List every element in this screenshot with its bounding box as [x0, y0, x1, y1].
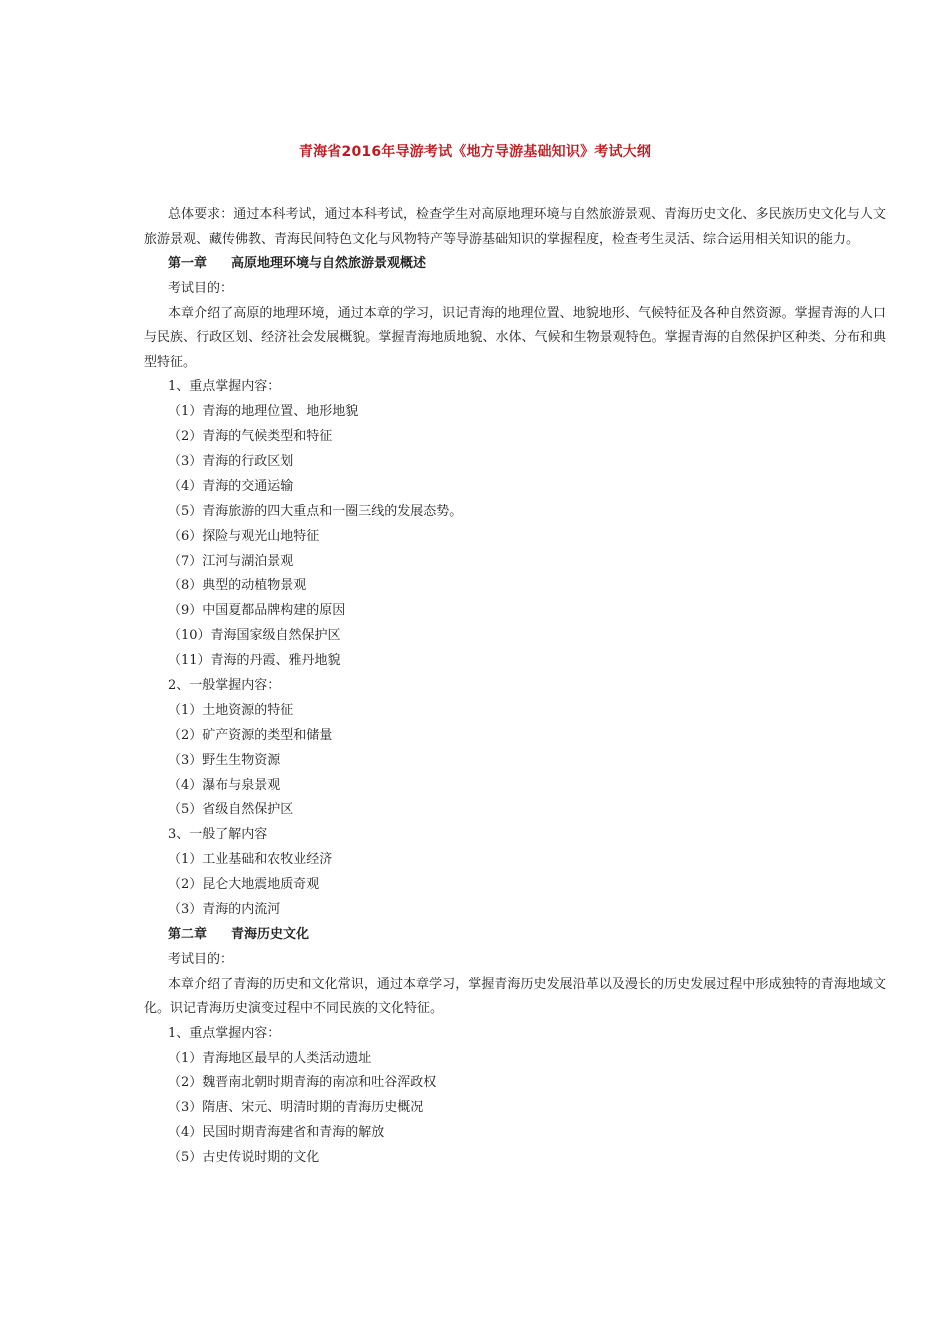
- chapter-1-name: 高原地理环境与自然旅游景观概述: [231, 256, 427, 271]
- chapter-1-goal-label: 考试目的：: [168, 280, 234, 296]
- chapter-1-general-label: 2、一般掌握内容：: [168, 677, 281, 693]
- list-item: （1）青海的地理位置、地形地貌: [168, 404, 359, 420]
- list-item: （3）隋唐、宋元、明清时期的青海历史概况: [168, 1100, 424, 1116]
- chapter-2-number: 第二章: [168, 926, 208, 942]
- chapter-1-goal: 本章介绍了高原的地理环境，通过本章的学习，识记青海的地理位置、地貌地形、气候特征及各种自然资源。掌握青海的人口与民族、行政区划、经济社会发展概貌。掌握青海地质地貌、水体、气候和生物景观特色。掌握青海的自然保护区种类、分布和典型特征。: [144, 305, 886, 370]
- list-item: （4）民国时期青海建省和青海的解放: [168, 1125, 385, 1141]
- list-item: （4）青海的交通运输: [168, 478, 294, 494]
- list-item: （8）典型的动植物景观: [168, 578, 307, 594]
- list-item: （5）省级自然保护区: [168, 802, 294, 818]
- list-item: （3）青海的行政区划: [168, 453, 294, 469]
- list-item: （2）青海的气候类型和特征: [168, 429, 333, 445]
- list-item: （5）青海旅游的四大重点和一圈三线的发展态势。: [168, 503, 463, 519]
- list-item: （3）野生生物资源: [168, 752, 281, 768]
- chapter-1-key-label: 1、重点掌握内容：: [168, 379, 281, 395]
- list-item: （10）青海国家级自然保护区: [168, 628, 341, 644]
- list-item: （3）青海的内流河: [168, 901, 281, 917]
- intro-paragraph: 总体要求：通过本科考试，通过本科考试，检查学生对高原地理环境与自然旅游景观、青海历史文化、多民族历史文化与人文旅游景观、藏传佛教、青海民间特色文化与风物特产等导游基础知识的掌握程度，检查考生灵活、综合运用相关知识的能力。: [144, 207, 886, 247]
- document-body: [144, 203, 886, 1171]
- list-item: （2）矿产资源的类型和储量: [168, 727, 333, 743]
- list-item: （9）中国夏都品牌构建的原因: [168, 603, 346, 619]
- document-title: 青海省2016年导游考试《地方导游基础知识》考试大纲: [298, 144, 652, 160]
- list-item: （2）魏晋南北朝时期青海的南凉和吐谷浑政权: [168, 1075, 437, 1091]
- list-item: （5）古史传说时期的文化: [168, 1150, 320, 1166]
- chapter-2-key-label: 1、重点掌握内容：: [168, 1025, 281, 1041]
- chapter-2-goal-label: 考试目的：: [168, 951, 234, 967]
- chapter-1-number: 第一章: [168, 256, 208, 271]
- list-item: （1）青海地区最早的人类活动遗址: [168, 1050, 372, 1066]
- chapter-2-name: 青海历史文化: [231, 926, 310, 942]
- chapter-2-goal: 本章介绍了青海的历史和文化常识，通过本章学习，掌握青海历史发展沿革以及漫长的历史发展过程中形成独特的青海地域文化。识记青海历史演变过程中不同民族的文化特征。: [144, 976, 886, 1017]
- list-item: （4）瀑布与泉景观: [168, 777, 281, 793]
- chapter-2-heading: [144, 923, 886, 948]
- list-item: （2）昆仑大地震地质奇观: [168, 877, 320, 893]
- list-item: （7）江河与湖泊景观: [168, 553, 294, 569]
- chapter-1-heading: [144, 252, 886, 277]
- list-item: （1）土地资源的特征: [168, 702, 294, 718]
- list-item: （1）工业基础和农牧业经济: [168, 852, 333, 868]
- chapter-1-know-label: 3、一般了解内容: [168, 827, 268, 843]
- list-item: （11）青海的丹霞、雅丹地貌: [168, 653, 341, 669]
- list-item: （6）探险与观光山地特征: [168, 528, 320, 544]
